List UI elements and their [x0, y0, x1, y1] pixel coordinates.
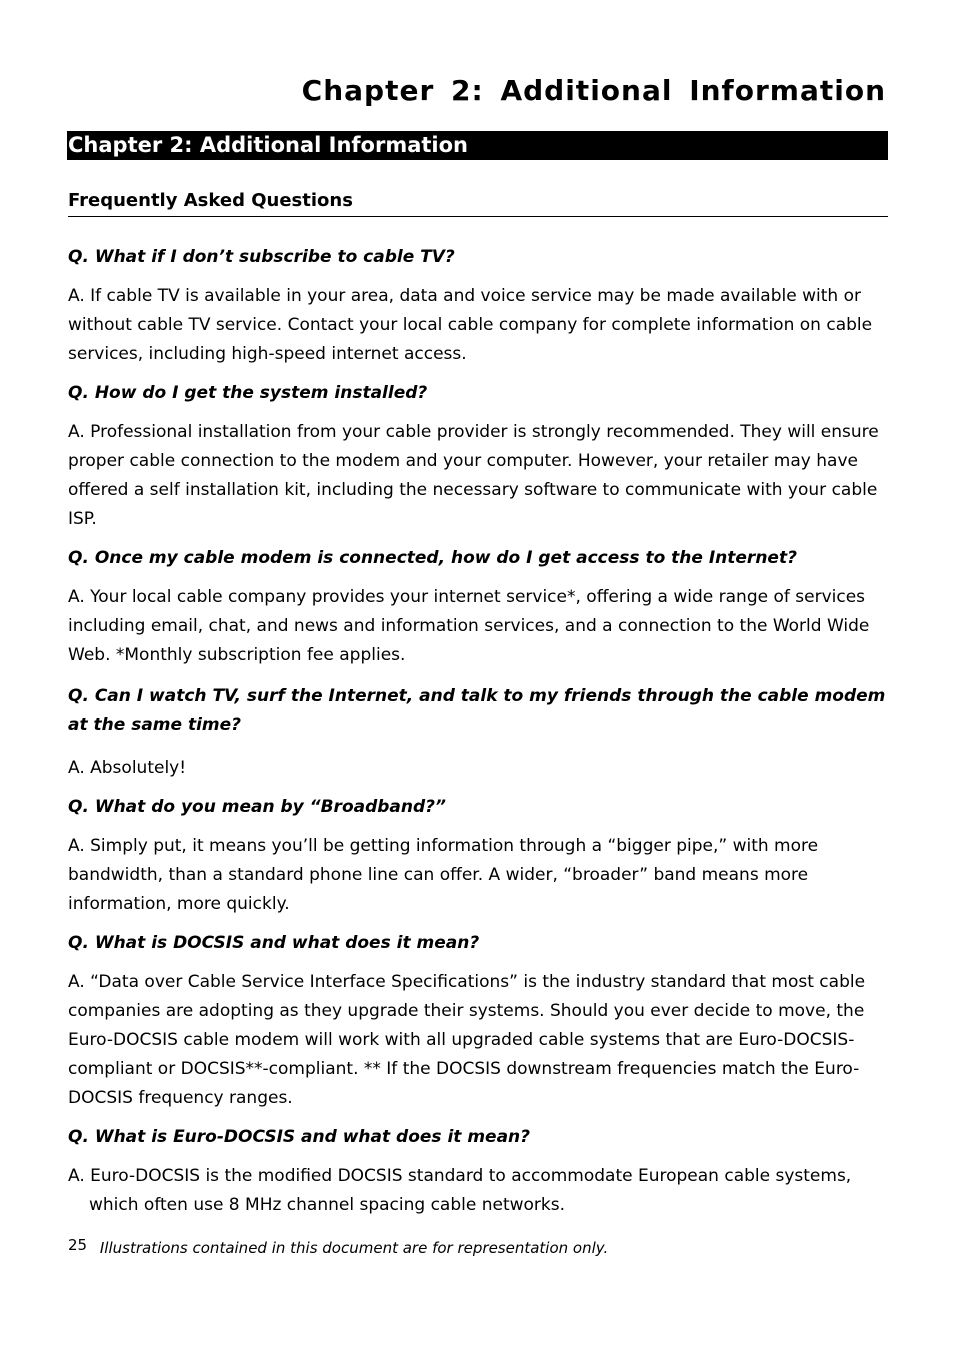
faq-question: Q. Once my cable modem is connected, how do I get access to the Internet?: [68, 548, 797, 568]
faq-answer: A. Simply put, it means you’ll be getting information through a “bigger pipe,” with more bandwidth, than a standard phone line can offer. A wider, “broader” band means more information, more quickly.: [68, 836, 819, 914]
section-heading: Frequently Asked Questions: [68, 190, 888, 217]
faq-answer: A. Professional installation from your cable provider is strongly recommended. They will ensure proper cable connection to the modem and your computer. However, your retailer may have offered a self installation kit, including the necessary software to communicate with your cable ISP.: [68, 422, 879, 529]
faq-question: Q. What is DOCSIS and what does it mean?: [68, 933, 480, 953]
faq-answer: A. If cable TV is available in your area, data and voice service may be made available with or without cable TV service. Contact your local cable company for complete information on cable services, including high-speed internet access.: [68, 286, 873, 364]
footer-disclaimer: Illustrations contained in this document are for representation only.: [99, 1239, 609, 1257]
faq-question: Q. Can I watch TV, surf the Internet, and talk to my friends through the cable modem at the same time?: [68, 686, 886, 735]
chapter-title-bar: Chapter 2: Additional Information: [67, 131, 888, 160]
faq-answer: A. Your local cable company provides your internet service*, offering a wide range of services including email, chat, and news and information services, and a connection to the World Wide Web. *Monthly subscription fee applies.: [68, 587, 870, 665]
faq-answer: A. Euro-DOCSIS is the modified DOCSIS standard to accommodate European cable systems, which often use 8 MHz channel spacing cable networks.: [68, 1166, 852, 1215]
faq-question: Q. What if I don’t subscribe to cable TV?: [68, 247, 455, 267]
faq-answer: A. Absolutely!: [68, 758, 187, 778]
page-title: Chapter 2: Additional Information: [301, 74, 886, 107]
faq-question: Q. What do you mean by “Broadband?”: [68, 797, 446, 817]
faq-list: [68, 243, 888, 1230]
page-footer: [68, 1236, 609, 1257]
faq-question: Q. What is Euro-DOCSIS and what does it mean?: [68, 1127, 531, 1147]
faq-question: Q. How do I get the system installed?: [68, 383, 428, 403]
faq-answer: A. “Data over Cable Service Interface Specifications” is the industry standard that most cable companies are adopting as they upgrade their systems. Should you ever decide to move, the Euro-DOCSIS cable modem will work with all upgraded cable systems that are Euro-DOCSIS-compliant or DOCSIS**-compliant. ** If the DOCSIS downstream frequencies match the Euro-DOCSIS frequency ranges.: [68, 972, 866, 1108]
page-number: 25: [68, 1236, 88, 1254]
